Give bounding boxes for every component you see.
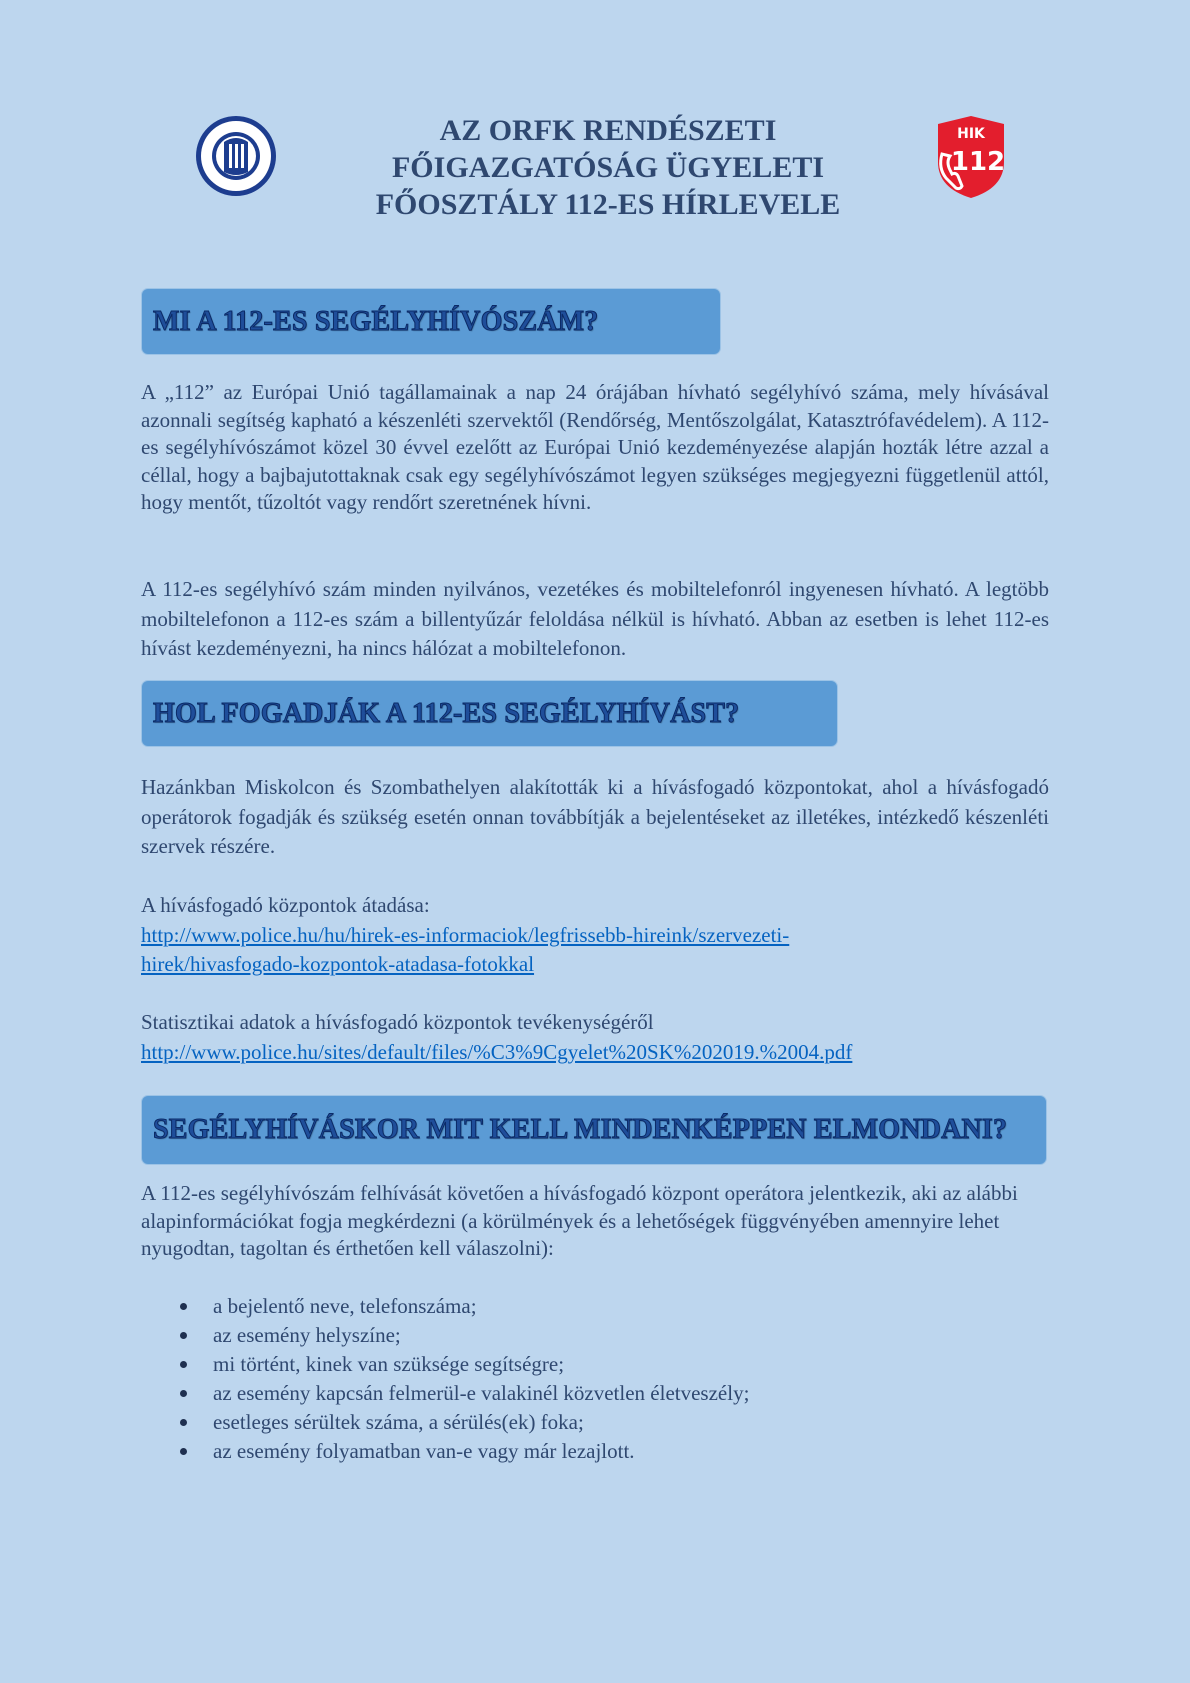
title-line-2: FŐIGAZGATÓSÁG ÜGYELETI: [391, 151, 825, 184]
list-item-text: mi történt, kinek van szüksége segítségre;: [213, 1352, 565, 1376]
hik-label: HIK: [957, 126, 985, 142]
list-item-text: az esemény folyamatban van-e vagy már lezajlott.: [213, 1439, 635, 1463]
section-heading-1: MI A 112-ES SEGÉLYHÍVÓSZÁM?: [153, 305, 599, 337]
handover-label: A hívásfogadó központok átadása:: [141, 893, 430, 917]
bullet-icon: [180, 1303, 187, 1310]
newsletter-title: [300, 112, 916, 223]
section-heading-box-3: [141, 1095, 1047, 1165]
stats-block: [141, 1008, 1049, 1067]
section-2-paragraph-1: Hazánkban Miskolcon és Szombathelyen alakították ki a hívásfogadó központokat, ahol a hívásfogadó operátorok fogadják és szükség esetén onnan továbbítják a bejelentéseket az illetékes, intézkedő készenléti szervek részére.: [141, 775, 1049, 858]
list-item-text: az esemény kapcsán felmerül-e valakinél közvetlen életveszély;: [213, 1381, 750, 1405]
bullet-icon: [180, 1419, 187, 1426]
bullet-icon: [180, 1332, 187, 1339]
section-heading-2: HOL FOGADJÁK A 112-ES SEGÉLYHÍVÁST?: [153, 697, 740, 729]
list-item: [176, 1321, 1036, 1350]
list-item-text: az esemény helyszíne;: [213, 1323, 401, 1347]
handover-block: [141, 891, 1049, 980]
list-item: [176, 1350, 1036, 1379]
stats-label: Statisztikai adatok a hívásfogadó központok tevékenységéről: [141, 1010, 654, 1034]
title-line-3: FŐOSZTÁLY 112-ES HÍRLEVELE: [375, 188, 841, 221]
section-heading-box-2: [141, 680, 838, 747]
section-heading-3: SEGÉLYHÍVÁSKOR MIT KELL MINDENKÉPPEN ELMONDANI?: [153, 1114, 1008, 1145]
bullet-icon: [180, 1390, 187, 1397]
hik-112-shield-icon: [932, 114, 1010, 200]
section-3-paragraph-1: A 112-es segélyhívószám felhívását követően a hívásfogadó központ operátora jelentkezik, aki az alábbi alapinformációkat fogja megkérdezni (a körülmények és a lehetőségek függvényében amennyire lehet nyugodtan, tagoltan és érthetően kell válaszolni):: [141, 1181, 1018, 1260]
section-1-paragraph-2: A 112-es segélyhívó szám minden nyilvános, vezetékes és mobiltelefonról ingyenesen hívható. A legtöbb mobiltelefonon a 112-es szám a billentyűzár feloldása nélkül is hívható. Abban az esetben is lehet 112-es hívást kezdeményezni, ha nincs hálózat a mobiltelefonon.: [141, 577, 1049, 660]
list-item-text: a bejelentő neve, telefonszáma;: [213, 1294, 477, 1318]
list-item-text: esetleges sérültek száma, a sérülés(ek) foka;: [213, 1410, 584, 1434]
hik-number: 112: [950, 147, 1006, 177]
bullet-icon: [180, 1361, 187, 1368]
handover-link[interactable]: [141, 923, 789, 977]
section-heading-box-1: [141, 288, 721, 355]
required-info-list: [176, 1292, 1036, 1466]
section-1-paragraph-1: A „112” az Európai Unió tagállamainak a nap 24 órájában hívható segélyhívó száma, mely hívásával azonnali segítség kapható a készenléti szervektől (Rendőrség, Mentőszolgálat, Katasztrófavédelem). A 112-es segélyhívószámot közel 30 évvel ezelőtt az Európai Unió kezdeményezése alapján hozták létre azzal a céllal, hogy a bajbajutottaknak csak egy segélyhívószámot legyen szükséges megjegyezni függetlenül attól, hogy mentőt, tűzoltót vagy rendőrt szeretnének hívni.: [141, 380, 1049, 514]
police-information-seal-icon: [194, 114, 278, 198]
list-item: [176, 1292, 1036, 1321]
list-item: [176, 1379, 1036, 1408]
bullet-icon: [180, 1448, 187, 1455]
stats-link[interactable]: http://www.police.hu/sites/default/files/%C3%9Cgyelet%20SK%202019.%2004.pdf: [141, 1039, 853, 1064]
handover-link-line-1: http://www.police.hu/hu/hirek-es-informaciok/legfrissebb-hireink/szervezeti-: [141, 922, 790, 947]
list-item: [176, 1437, 1036, 1466]
newsletter-header: [0, 108, 1190, 228]
list-item: [176, 1408, 1036, 1437]
handover-link-line-2: hirek/hivasfogado-kozpontok-atadasa-fotokkal: [141, 952, 535, 976]
title-line-1: AZ ORFK RENDÉSZETI: [439, 114, 777, 147]
